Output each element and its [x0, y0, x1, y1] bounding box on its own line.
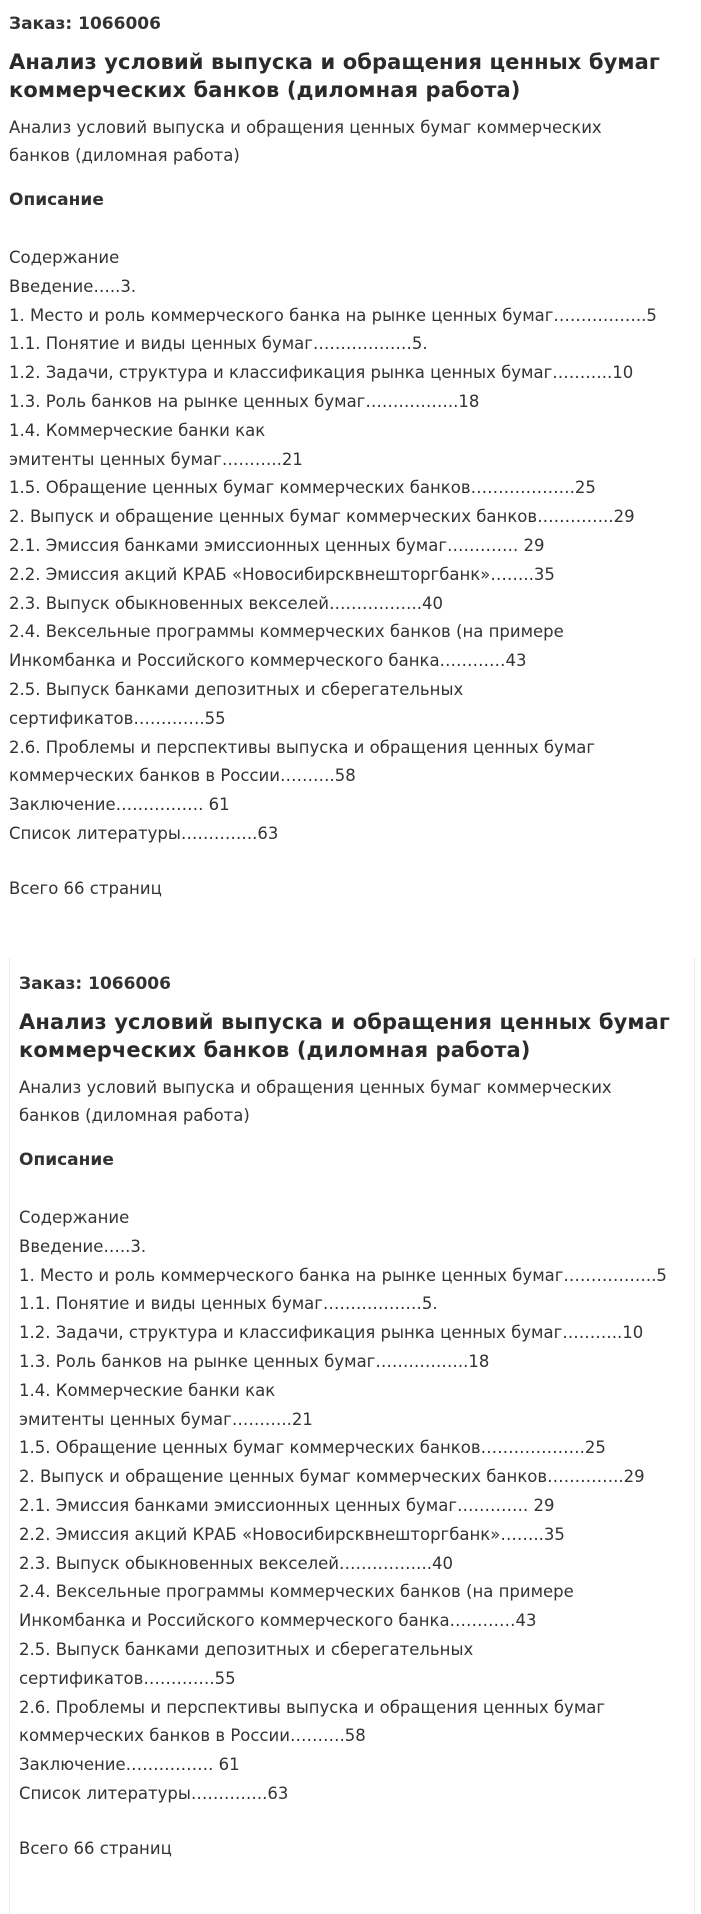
document-title — [9, 48, 693, 104]
toc-line: 2. Выпуск и обращение ценных бумаг коммерческих банков…………..29 — [9, 507, 635, 527]
toc-line: эмитенты ценных бумаг………..21 — [9, 449, 303, 469]
toc-line: 1.1. Понятие и виды ценных бумаг………………5. — [19, 1294, 438, 1314]
table-of-contents — [19, 1204, 686, 1809]
toc-line: Заключение……………. 61 — [19, 1755, 240, 1775]
toc-line: 1.4. Коммерческие банки как — [9, 420, 266, 440]
toc-line: 2.3. Выпуск обыкновенных векселей……………..40 — [19, 1553, 454, 1573]
title-line: коммерческих банков (диломная работа) — [19, 1038, 531, 1062]
toc-line: 1.4. Коммерческие банки как — [19, 1380, 276, 1400]
toc-line: 1.5. Обращение ценных бумаг коммерческих банков……………….25 — [19, 1438, 606, 1458]
toc-line: Введение…..3. — [9, 276, 137, 296]
toc-line: сертификатов………….55 — [19, 1668, 236, 1688]
toc-line: 2.5. Выпуск банками депозитных и сберегательных — [19, 1639, 474, 1659]
subtitle-line: Анализ условий выпуска и обращения ценных бумаг коммерческих — [19, 1078, 612, 1097]
title-line: Анализ условий выпуска и обращения ценных бумаг — [19, 1010, 671, 1034]
toc-line: 1. Место и роль коммерческого банка на рынке ценных бумаг……………..5 — [9, 305, 657, 325]
toc-line: 2.4. Вексельные программы коммерческих банков (на примере — [9, 622, 564, 642]
toc-line: 2.5. Выпуск банками депозитных и сберегательных — [9, 679, 464, 699]
order-number: Заказ: 1066006 — [9, 14, 161, 34]
toc-line: Содержание — [9, 248, 120, 267]
document-title — [19, 1008, 686, 1064]
toc-line: 1. Место и роль коммерческого банка на рынке ценных бумаг……………..5 — [19, 1265, 667, 1285]
toc-line: 2. Выпуск и обращение ценных бумаг коммерческих банков…………..29 — [19, 1467, 645, 1487]
toc-line: Инкомбанка и Российского коммерческого банка…………43 — [9, 651, 527, 671]
subtitle-line: банков (диломная работа) — [19, 1106, 250, 1125]
toc-line: Инкомбанка и Российского коммерческого банка…………43 — [19, 1611, 537, 1631]
toc-line: 1.2. Задачи, структура и классификация рынка ценных бумаг………..10 — [19, 1323, 644, 1343]
toc-line: 2.6. Проблемы и перспективы выпуска и обращения ценных бумаг — [19, 1697, 606, 1717]
order-number: Заказ: 1066006 — [19, 974, 171, 994]
table-of-contents — [9, 244, 693, 849]
subtitle-line: Анализ условий выпуска и обращения ценных бумаг коммерческих — [9, 118, 602, 137]
toc-line: Список литературы…………..63 — [19, 1783, 289, 1803]
toc-line: 2.6. Проблемы и перспективы выпуска и обращения ценных бумаг — [9, 737, 596, 757]
toc-line: Список литературы…………..63 — [9, 823, 279, 843]
toc-line: коммерческих банков в России……….58 — [9, 766, 356, 786]
toc-line: сертификатов………….55 — [9, 708, 226, 728]
toc-line: Содержание — [19, 1208, 130, 1227]
title-line: Анализ условий выпуска и обращения ценных бумаг — [9, 50, 661, 74]
toc-line: 1.3. Роль банков на рынке ценных бумаг……………..18 — [19, 1351, 490, 1371]
toc-line: 1.1. Понятие и виды ценных бумаг………………5. — [9, 334, 428, 354]
toc-line: эмитенты ценных бумаг………..21 — [19, 1409, 313, 1429]
subtitle-line: банков (диломная работа) — [9, 146, 240, 165]
toc-line: коммерческих банков в России……….58 — [19, 1726, 366, 1746]
toc-line: Заключение……………. 61 — [9, 795, 230, 815]
toc-line: 1.2. Задачи, структура и классификация рынка ценных бумаг………..10 — [9, 363, 634, 383]
toc-line: 2.1. Эмиссия банками эмиссионных ценных бумаг…………. 29 — [9, 535, 545, 555]
description-heading: Описание — [9, 190, 104, 210]
toc-line: Введение…..3. — [19, 1236, 147, 1256]
document-card-1 — [0, 0, 701, 903]
toc-line: 2.1. Эмиссия банками эмиссионных ценных бумаг…………. 29 — [19, 1495, 555, 1515]
document-subtitle — [9, 114, 693, 170]
toc-line: 2.3. Выпуск обыкновенных векселей……………..40 — [9, 593, 444, 613]
toc-line: 2.2. Эмиссия акций КРАБ «Новосибирсквнешторгбанк»……..35 — [9, 564, 555, 584]
description-heading: Описание — [19, 1150, 114, 1170]
toc-line: 2.2. Эмиссия акций КРАБ «Новосибирсквнешторгбанк»……..35 — [19, 1524, 565, 1544]
title-line: коммерческих банков (диломная работа) — [9, 78, 521, 102]
total-pages: Всего 66 страниц — [9, 878, 162, 898]
document-subtitle — [19, 1074, 686, 1130]
toc-line: 1.3. Роль банков на рынке ценных бумаг……………..18 — [9, 391, 480, 411]
toc-line: 2.4. Вексельные программы коммерческих банков (на примере — [19, 1582, 574, 1602]
document-card-2 — [9, 958, 695, 1914]
toc-line: 1.5. Обращение ценных бумаг коммерческих банков……………….25 — [9, 478, 596, 498]
total-pages: Всего 66 страниц — [19, 1838, 172, 1858]
